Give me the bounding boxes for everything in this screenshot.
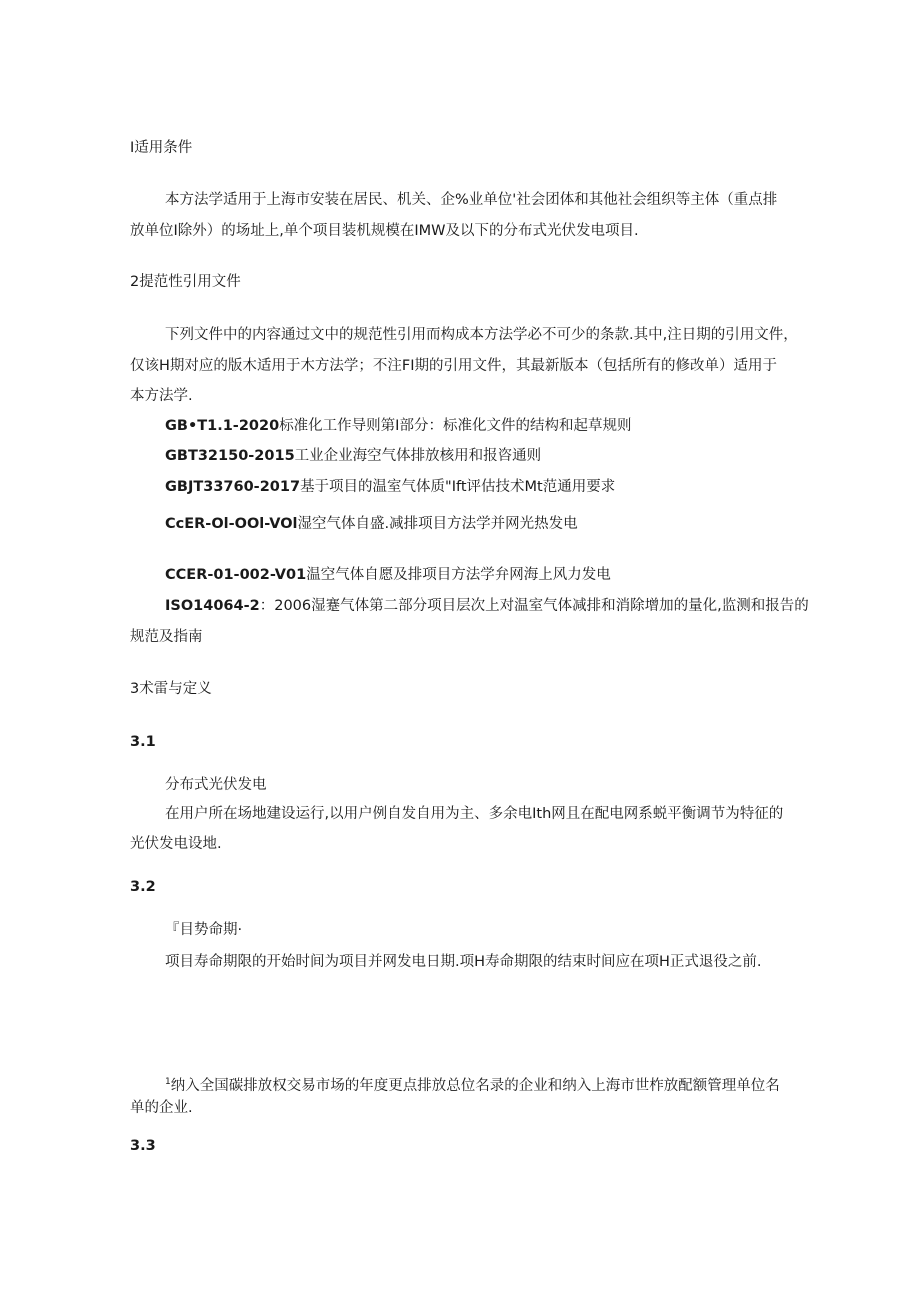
section-1-heading: I适用条件 bbox=[130, 140, 193, 156]
clause-number-3-3: 3.3 bbox=[130, 1138, 156, 1154]
clause-number-3-1: 3.1 bbox=[130, 734, 156, 750]
footnote-text: 纳入全国碳排放权交易市场的年度更点排放总位名录的企业和纳入上海市世柞放配额管理单位名 bbox=[170, 1077, 780, 1094]
footnote-line-2: 单的企业. bbox=[130, 1100, 193, 1116]
footnote-mark: 1 bbox=[165, 1077, 171, 1087]
reference-code: GB•T1.1-2020 bbox=[165, 418, 280, 434]
reference-title: 标准化工作导则第I部分：标准化文件的结构和起草规则 bbox=[279, 418, 632, 434]
reference-item bbox=[165, 565, 611, 585]
section-1-paragraph-line-2: 放单位I除外）的场址上,单个项目装机规模在IMW及以下的分布式光伏发电项目. bbox=[130, 223, 639, 239]
reference-item bbox=[165, 514, 578, 534]
reference-code: GBJT33760-2017 bbox=[165, 479, 301, 495]
reference-item bbox=[165, 477, 615, 497]
definition-3-1-line-1: 在用户所在场地建设运行,以用户例自发自用为主、多余电Ith网且在配电网系蜕平衡调节为特征的 bbox=[165, 806, 784, 822]
reference-item bbox=[165, 596, 809, 616]
section-2-paragraph-line-1: 下列文件中的内容通过文中的规范性引用而构成本方法学必不可少的条款.其中,注日期的引用文件， bbox=[165, 327, 798, 343]
reference-title: 基于项目的温室气体质"Ift评估技术Mt范通用要求 bbox=[300, 479, 616, 495]
reference-title: 温空气体自愿及排项目方法学弁网海上风力发电 bbox=[306, 567, 611, 583]
reference-item bbox=[165, 416, 631, 436]
reference-code: ISO14064-2 bbox=[165, 598, 260, 614]
section-3-heading: 3术雷与定义 bbox=[130, 681, 212, 697]
reference-item-continuation: 规范及指南 bbox=[130, 629, 203, 645]
section-1-paragraph-line-1: 本方法学适用于上海市安装在居民、机关、企%业单位'社会团体和其他社会组织等主体（重点排 bbox=[165, 192, 778, 208]
section-2-heading: 2提范性引用文件 bbox=[130, 274, 241, 290]
section-2-paragraph-line-2: 仅该H期对应的版木适用于木方法学；不注FI期的引用文件，其最新版本（包括所有的修改单）适用于 bbox=[130, 358, 778, 374]
reference-code: CCER-01-002-V01 bbox=[165, 567, 307, 583]
section-2-paragraph-line-3: 本方法学. bbox=[130, 388, 193, 404]
definition-3-2: 项目寿命期限的开始时间为项目并网发电日期.项H寿命期限的结束时间应在项H正式退役之前. bbox=[165, 954, 762, 970]
definition-3-1-line-2: 光伏发电设地. bbox=[130, 836, 222, 852]
reference-code: CcER-Ol-OOl-VOl bbox=[165, 516, 298, 532]
reference-title: 工业企业海空气体排放核用和报咨通则 bbox=[294, 448, 542, 464]
reference-item bbox=[165, 446, 541, 466]
reference-code: GBT32150-2015 bbox=[165, 448, 295, 464]
term-3-2: 『目势命期· bbox=[165, 922, 243, 938]
reference-title: 湿空气体自盛.减排项目方法学并网光热发电 bbox=[297, 516, 578, 532]
reference-title: ：2006湿蹇气体第二部分项目层次上对温室气体减排和消除增加的量化,监测和报告的 bbox=[259, 598, 809, 614]
clause-number-3-2: 3.2 bbox=[130, 879, 156, 895]
footnote-line-1 bbox=[165, 1072, 780, 1096]
term-3-1: 分布式光伏发电 bbox=[165, 777, 267, 793]
